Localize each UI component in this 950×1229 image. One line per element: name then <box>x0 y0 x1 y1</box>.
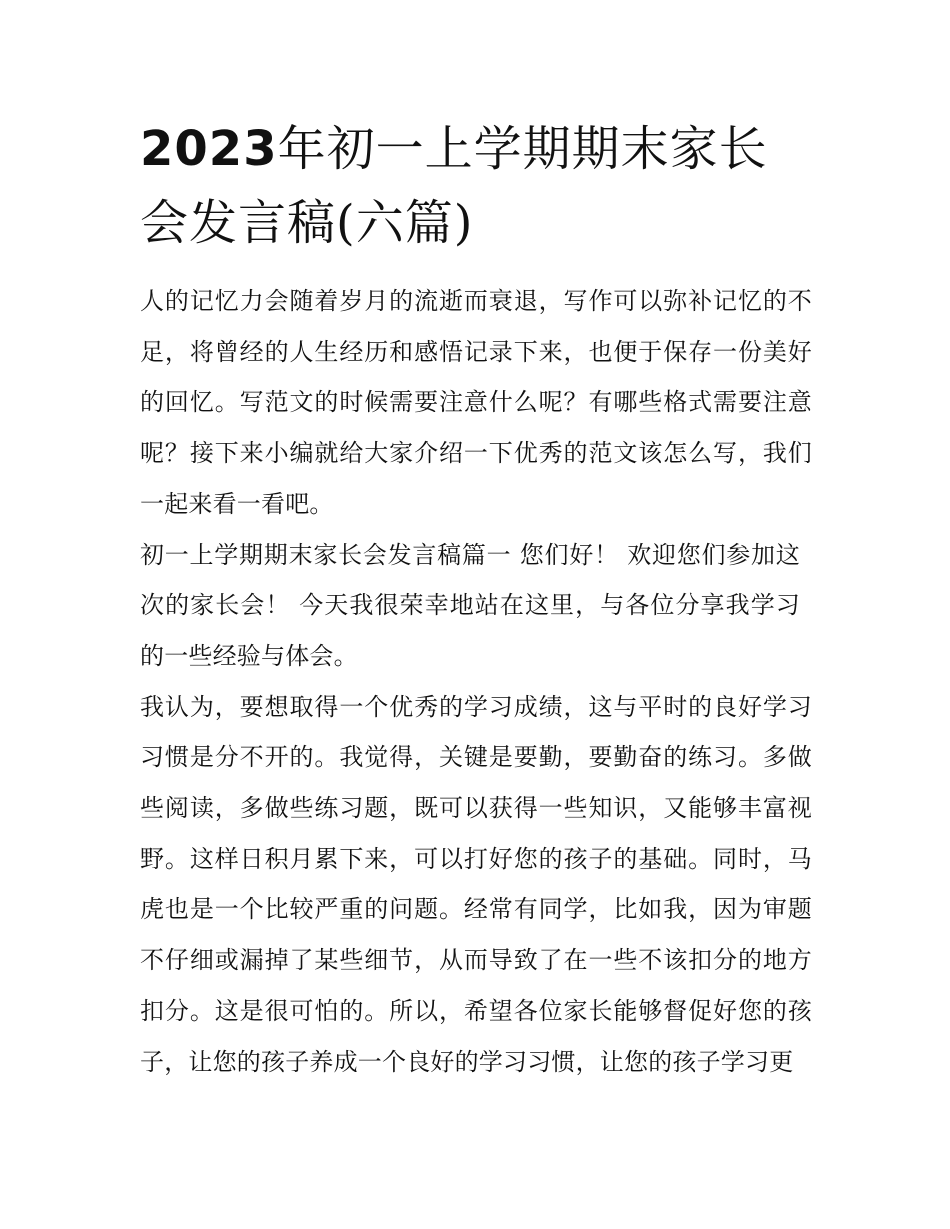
title-text: 年初一上学期期末家长会发言稿(六篇) <box>140 121 768 251</box>
intro-paragraph: 人的记忆力会随着岁月的流逝而衰退，写作可以弥补记忆的不足，将曾经的人生经历和感悟记录下来，也便于保存一份美好的回忆。写范文的时候需要注意什么呢？有哪些格式需要注意呢？接下来小编就给大家介绍一下优秀的范文该怎么写，我们一起来看一看吧。 <box>140 287 812 518</box>
title-year: 2023 <box>140 121 278 177</box>
document-title <box>140 112 810 260</box>
study-habits-paragraph: 我认为，要想取得一个优秀的学习成绩，这与平时的良好学习习惯是分不开的。我觉得，关键是要勤，要勤奋的练习。多做些阅读，多做些练习题，既可以获得一些知识，又能够丰富视野。这样日积月累下来，可以打好您的孩子的基础。同时，马虎也是一个比较严重的问题。经常有同学，比如我，因为审题不仔细或漏掉了某些细节，从而导致了在一些不该扣分的地方扣分。这是很可怕的。所以，希望各位家长能够督促好您的孩子，让您的孩子养成一个良好的学习习惯，让您的孩子学习更 <box>140 692 812 1076</box>
document-body <box>140 276 812 1087</box>
speech-opening-paragraph: 初一上学期期末家长会发言稿篇一 您们好！ 欢迎您们参加这次的家长会！ 今天我很荣幸地站在这里，与各位分享我学习的一些经验与体会。 <box>140 540 800 670</box>
